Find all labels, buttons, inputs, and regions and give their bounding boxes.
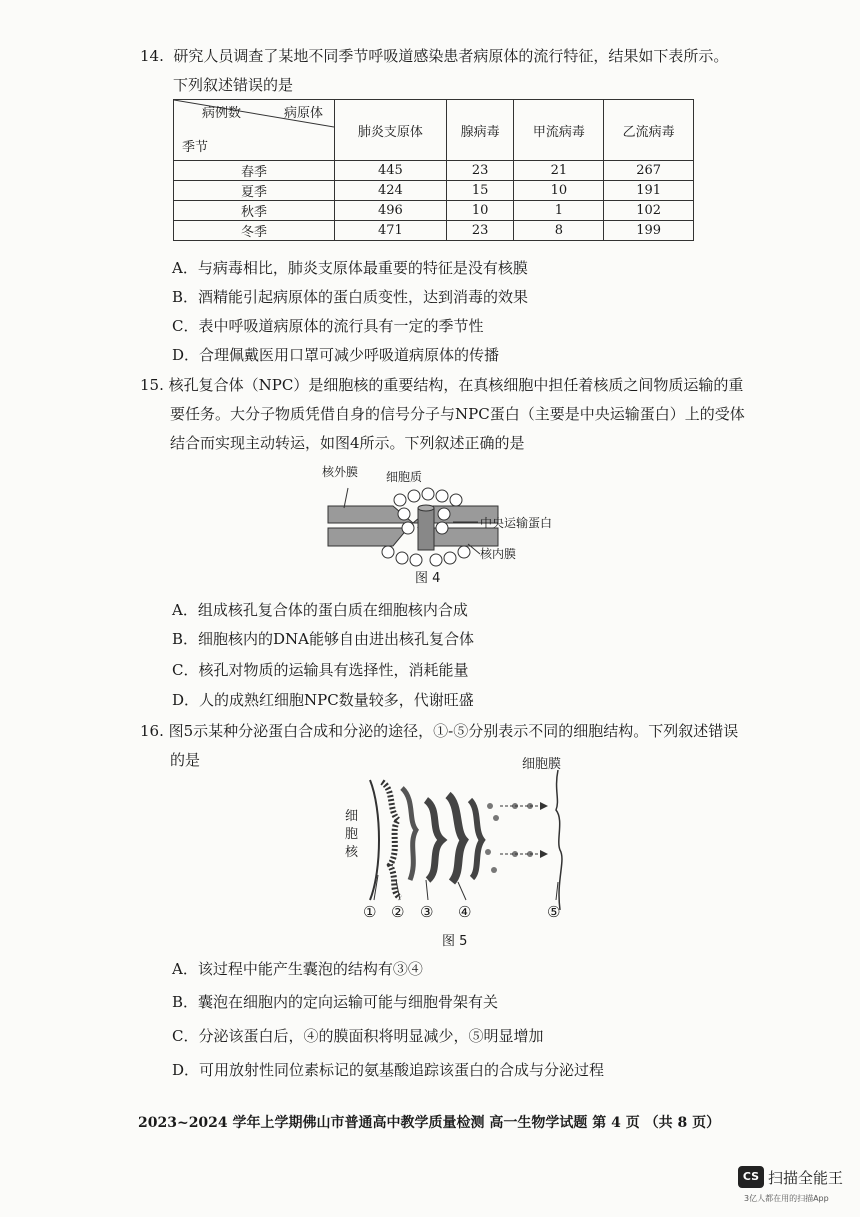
corner-right-label: 病原体 <box>284 106 324 121</box>
cell-value: 424 <box>335 181 447 201</box>
q15-option-d: D．人的成熟红细胞NPC数量较多，代谢旺盛 <box>172 691 474 709</box>
golgi-stack-3 <box>470 800 482 878</box>
q15-number: 15. <box>140 376 164 394</box>
cell-value: 21 <box>514 161 604 181</box>
column-header: 乙流病毒 <box>604 100 694 161</box>
q14-option-a: A．与病毒相比，肺炎支原体最重要的特征是没有核膜 <box>172 259 528 277</box>
table-row <box>174 201 694 221</box>
q16-stem-line-1: 图5示某种分泌蛋白合成和分泌的途径，①-⑤分别表示不同的细胞结构。下列叙述错误 <box>168 722 739 740</box>
column-header: 腺病毒 <box>446 100 514 161</box>
row-season: 春季 <box>174 161 335 181</box>
cell-value: 267 <box>604 161 694 181</box>
q16-number: 16. <box>140 722 164 740</box>
label-nucleus: 细 胞 核 <box>345 809 359 860</box>
q14-number: 14. <box>140 47 164 65</box>
marker-3: ③ <box>420 903 434 921</box>
q15-option-a: A．组成核孔复合体的蛋白质在细胞核内合成 <box>172 601 468 619</box>
outer-membrane-pointer <box>344 488 348 508</box>
cell-value: 1 <box>514 201 604 221</box>
q16-option-a: A．该过程中能产生囊泡的结构有③④ <box>172 960 423 978</box>
cell-value: 10 <box>514 181 604 201</box>
column-header: 甲流病毒 <box>514 100 604 161</box>
q16-option-c: C．分泌该蛋白后，④的膜面积将明显减少，⑤明显增加 <box>172 1027 544 1045</box>
q15-stem-line-2: 要任务。大分子物质凭借自身的信号分子与NPC蛋白（主要是中央运输蛋白）上的受体 <box>170 405 745 423</box>
cell-value: 10 <box>446 201 514 221</box>
scanner-tagline: 3亿人都在用的扫描App <box>744 1194 829 1203</box>
cell-value: 102 <box>604 201 694 221</box>
central-transport-protein <box>418 508 434 550</box>
q14-stem-line-1: 研究人员调查了某地不同季节呼吸道感染患者病原体的流行特征，结果如下表所示。 <box>173 47 729 65</box>
nucleus-envelope <box>370 780 379 900</box>
cell-value: 23 <box>446 221 514 241</box>
column-header: 肺炎支原体 <box>335 100 447 161</box>
rough-er <box>382 782 400 898</box>
corner-top-label: 病例数 <box>202 106 242 121</box>
table-row <box>174 221 694 241</box>
table-row <box>174 181 694 201</box>
q16-option-b: B．囊泡在细胞内的定向运输可能与细胞骨架有关 <box>172 993 499 1011</box>
vesicles <box>485 803 533 873</box>
q15-stem-line-1: 核孔复合体（NPC）是细胞核的重要结构，在真核细胞中担任着核质之间物质运输的重 <box>168 376 744 394</box>
marker-5: ⑤ <box>547 903 561 921</box>
q16-stem <box>140 717 738 775</box>
q14-stem <box>140 42 728 100</box>
q15-stem-line-3: 结合而实现主动转运，如图4所示。下列叙述正确的是 <box>170 434 525 452</box>
q14-option-d: D．合理佩戴医用口罩可减少呼吸道病原体的传播 <box>172 346 500 364</box>
table-row <box>174 161 694 181</box>
scanner-name: 扫描全能王 <box>768 1168 844 1187</box>
figure-5-caption: 图 5 <box>442 934 468 949</box>
q14-option-b: B．酒精能引起病原体的蛋白质变性，达到消毒的效果 <box>172 288 529 306</box>
page-footer: 2023~2024 学年上学期佛山市普通高中教学质量检测 高一生物学试题 第 4 页 （共 8 页） <box>138 1115 721 1131</box>
q15-option-c: C．核孔对物质的运输具有选择性，消耗能量 <box>172 661 469 679</box>
label-cytoplasm: 细胞质 <box>386 470 423 484</box>
label-inner-membrane: 核内膜 <box>480 547 517 561</box>
q15-stem <box>140 371 745 458</box>
cell-value: 191 <box>604 181 694 201</box>
table-corner-cell <box>174 100 335 161</box>
label-outer-membrane: 核外膜 <box>322 465 359 479</box>
cell-value: 199 <box>604 221 694 241</box>
marker-4: ④ <box>458 903 472 921</box>
row-season: 夏季 <box>174 181 335 201</box>
marker-1: ① <box>363 903 377 921</box>
marker-2: ② <box>391 903 405 921</box>
q15-option-b: B．细胞核内的DNA能够自由进出核孔复合体 <box>172 630 475 648</box>
q14-table <box>173 99 694 241</box>
cell-value: 496 <box>335 201 447 221</box>
golgi-stack-2 <box>448 795 464 882</box>
cell-value: 471 <box>335 221 447 241</box>
q16-option-d: D．可用放射性同位素标记的氨基酸追踪该蛋白的合成与分泌过程 <box>172 1061 605 1079</box>
transport-arrows <box>500 806 540 854</box>
figure-5-secretion-diagram <box>360 770 580 910</box>
lower-left-membrane <box>328 528 408 546</box>
cell-value: 8 <box>514 221 604 241</box>
scanner-logo <box>738 1166 843 1188</box>
q14-option-c: C．表中呼吸道病原体的流行具有一定的季节性 <box>172 317 484 335</box>
label-central-protein: 中央运输蛋白 <box>480 516 553 530</box>
label-cell-membrane: 细胞膜 <box>522 757 562 772</box>
marker-pointers <box>374 875 558 900</box>
cell-value: 15 <box>446 181 514 201</box>
row-season: 秋季 <box>174 201 335 221</box>
corner-left-label: 季节 <box>182 140 209 155</box>
q16-stem-line-2: 的是 <box>170 751 201 769</box>
cell-value: 445 <box>335 161 447 181</box>
scanner-badge-icon: CS <box>738 1166 764 1188</box>
rough-er-2 <box>402 788 416 880</box>
cell-value: 23 <box>446 161 514 181</box>
figure-4-caption: 图 4 <box>415 571 441 586</box>
row-season: 冬季 <box>174 221 335 241</box>
q14-stem-line-2: 下列叙述错误的是 <box>173 76 294 94</box>
golgi-stack-1 <box>426 800 442 880</box>
